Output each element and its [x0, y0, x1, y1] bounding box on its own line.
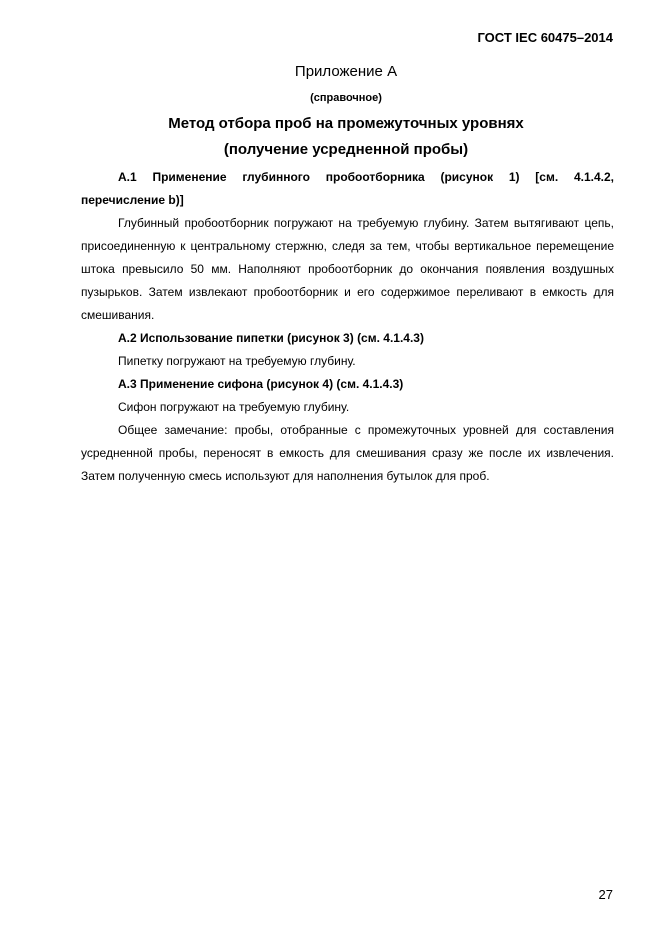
appendix-title: Приложение А — [294, 63, 398, 80]
page-number: 27 — [598, 887, 613, 902]
section-a3-text: Сифон погружают на требуемую глубину. — [118, 400, 350, 414]
section-a2-heading: А.2 Использование пипетки (рисунок 3) (см. 4.1.4.3) — [118, 331, 424, 345]
method-title: Метод отбора проб на промежуточных уровнях — [168, 115, 524, 132]
general-note: Общее замечание: пробы, отобранные с промежуточных уровней для составления усредненной пробы, переносят в емкость для смешивания сразу же после их извлечения. Затем полученную смесь используют для наполнения бутылок для проб. — [81, 423, 614, 483]
section-a1-heading: А.1 Применение глубинного пробоотборника (рисунок 1) [см. 4.1.4.2, перечисление b)] — [81, 170, 614, 207]
section-a3-heading: А.3 Применение сифона (рисунок 4) (см. 4.1.4.3) — [118, 377, 404, 391]
appendix-type: (справочное) — [310, 92, 382, 104]
section-a2-text: Пипетку погружают на требуемую глубину. — [118, 354, 356, 368]
appendix-body — [81, 166, 614, 488]
method-subtitle: (получение усредненной пробы) — [223, 141, 469, 158]
standard-designation: ГОСТ IEC 60475–2014 — [477, 30, 613, 45]
section-a1-text: Глубинный пробоотборник погружают на требуемую глубину. Затем вытягивают цепь, присоединенную к центральному стержню, следя за тем, чтобы вертикальное перемещение штока превысило 50 мм. Наполняют пробоотборник до окончания появления воздушных пузырьков. Затем извлекают пробоотборник и его содержимое переливают в емкость для смешивания. — [81, 216, 614, 322]
